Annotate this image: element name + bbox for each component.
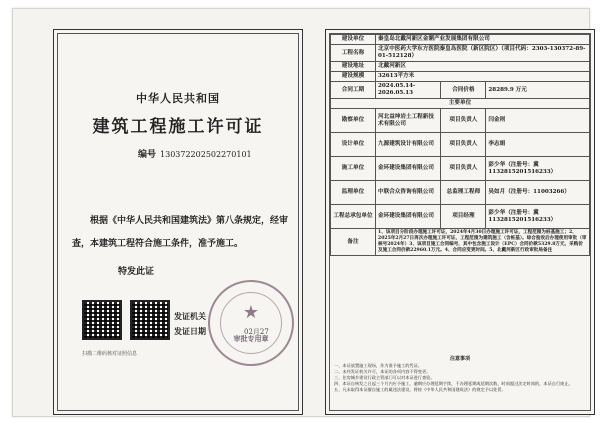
certificate-number-label: 编号: [138, 150, 157, 160]
notice-item: 三、住房城乡建设行政主管部门可以对本证进行查验。: [334, 375, 435, 380]
row-value: 北京中医药大学东方医院秦皇岛医院（新区院区）（项目代码：2303-130372-89-01-512128）: [376, 45, 590, 62]
unit-company: 金环建设集团有限公司: [376, 205, 441, 229]
unit-person-label: 项目负责人: [441, 157, 486, 181]
table-row: [331, 99, 590, 109]
unit-company: 河北益坤岩土工程新技术有限公司: [376, 109, 441, 133]
certificate-number-value: 130372202502270101: [160, 150, 252, 159]
seal-star-icon: ★: [242, 302, 260, 323]
issuer-label: 发证机关: [174, 311, 206, 321]
certificate-detail-page: [325, 29, 595, 415]
qr-code-2: [130, 300, 170, 340]
unit-role: 监理单位: [331, 181, 376, 205]
table-row: [331, 35, 590, 45]
row-label: 建设单位: [331, 35, 376, 45]
unit-person-label: 总监理工程师: [441, 181, 486, 205]
unit-person-label: 项目经理: [441, 205, 486, 229]
row-label: 工程名称: [331, 45, 376, 62]
unit-role: 工程总承包单位: [331, 205, 376, 229]
issue-date-label: 发证日期: [174, 326, 206, 336]
qr-code-1: [82, 300, 122, 340]
table-row: [331, 62, 590, 72]
table-row: [331, 157, 590, 181]
table-row: [331, 181, 590, 205]
certificate-title: 建筑工程施工许可证: [92, 117, 264, 137]
notice-item: 五、凡未取得本证擅自施工的属违法建设，将按《中华人民共和国建筑法》的规定予以处罚。: [334, 387, 506, 392]
declaration-text: 根据《中华人民共和国建筑法》第八条规定，经审查，本建筑工程符合施工条件，准予施工。: [72, 216, 289, 249]
front-page-border: [57, 33, 299, 411]
unit-company: 九源建筑设计有限公司: [376, 133, 441, 157]
unit-person-label: 项目负责人: [441, 133, 486, 157]
contract-price-cell: [486, 82, 590, 99]
row-value: 北戴河新区: [376, 62, 590, 72]
contract-price-unit: 万元: [515, 86, 527, 93]
remarks-label: 备注: [331, 229, 376, 256]
contract-price-value: 28289.9: [488, 86, 514, 93]
table-row: [331, 205, 590, 229]
contract-period-label: 合同工期: [331, 82, 376, 99]
unit-person-label: 项目负责人: [441, 109, 486, 133]
table-row: [331, 72, 590, 82]
table-row: [331, 133, 590, 157]
table-row: [331, 229, 590, 256]
notice-section: [334, 356, 586, 393]
row-value: 秦皇岛北戴河新区金潮产业发展集团有限公司: [376, 35, 590, 45]
remarks-text: 1、该项目分阶段办理施工许可证，2024年4月30日办理施工许可证，工程范围为桩基施工；2、2025年2月27日再次办理施工许可证，工程范围为建筑施工（含桩基）。综合验收后办理使用审批（审核号2024年）3、该项目施工合同编号，其中包含施工设计（EPC）合同价款5329.8万元，采购价及施工合同价款22960.1万元。4、合同应变更时间。5、北戴河新区行政审批局备注: [376, 229, 590, 256]
country-name: 中华人民共和国: [136, 92, 220, 105]
unit-person: 闫金则: [486, 109, 590, 133]
qr-caption: 扫描二维码核对证照信息: [82, 351, 138, 357]
notice-item: 一、本证放置施工现场，作为准予施工的凭证。: [334, 363, 422, 368]
detail-page-border: [329, 33, 591, 411]
contract-period-value: 2024.05.14-2026.05.13: [376, 82, 441, 99]
row-label: 建设规模: [331, 72, 376, 82]
unit-company: 中联合众咨询有限公司: [376, 181, 441, 205]
project-info-table: [330, 34, 590, 256]
table-row: [331, 109, 590, 133]
contract-price-label: 合同价格: [441, 82, 486, 99]
special-issuance-text: 特发此证: [118, 267, 155, 277]
table-row: [331, 82, 590, 99]
unit-role: 施工单位: [331, 157, 376, 181]
official-seal: [208, 280, 294, 366]
notice-title: 注意事项: [449, 356, 470, 362]
unit-person: 李志娟: [486, 133, 590, 157]
notice-item: 四、本证自核发之日起三个月内应予施工，逾期应办理延期手续，不办理延期或延期次数、时间超过法定时间的，本证自行废止。: [334, 381, 573, 386]
issue-date-partial: 02月27: [244, 328, 269, 336]
unit-role: 设计单位: [331, 133, 376, 157]
unit-role: 勘察单位: [331, 109, 376, 133]
certificate-sheet: [12, 8, 590, 417]
certificate-number: [138, 147, 252, 160]
section-header: 主要单位: [331, 99, 590, 109]
row-value: 32613平方米: [376, 72, 590, 82]
row-label: 建设地址: [331, 62, 376, 72]
notice-item: 二、未经发证机关许可，本证的各项内容不得变更。: [334, 369, 431, 374]
certificate-front-page: [53, 29, 303, 415]
seal-text: 审批专用章: [233, 334, 269, 343]
table-row: [331, 45, 590, 62]
unit-person: 彭少华（注册号：冀1132815201516233）: [486, 205, 590, 229]
unit-person: 吴如月（注册号：11003266）: [486, 181, 590, 205]
unit-company: 金环建设集团有限公司: [376, 157, 441, 181]
unit-person: 彭少华（注册号：冀1132815201516233）: [486, 157, 590, 181]
